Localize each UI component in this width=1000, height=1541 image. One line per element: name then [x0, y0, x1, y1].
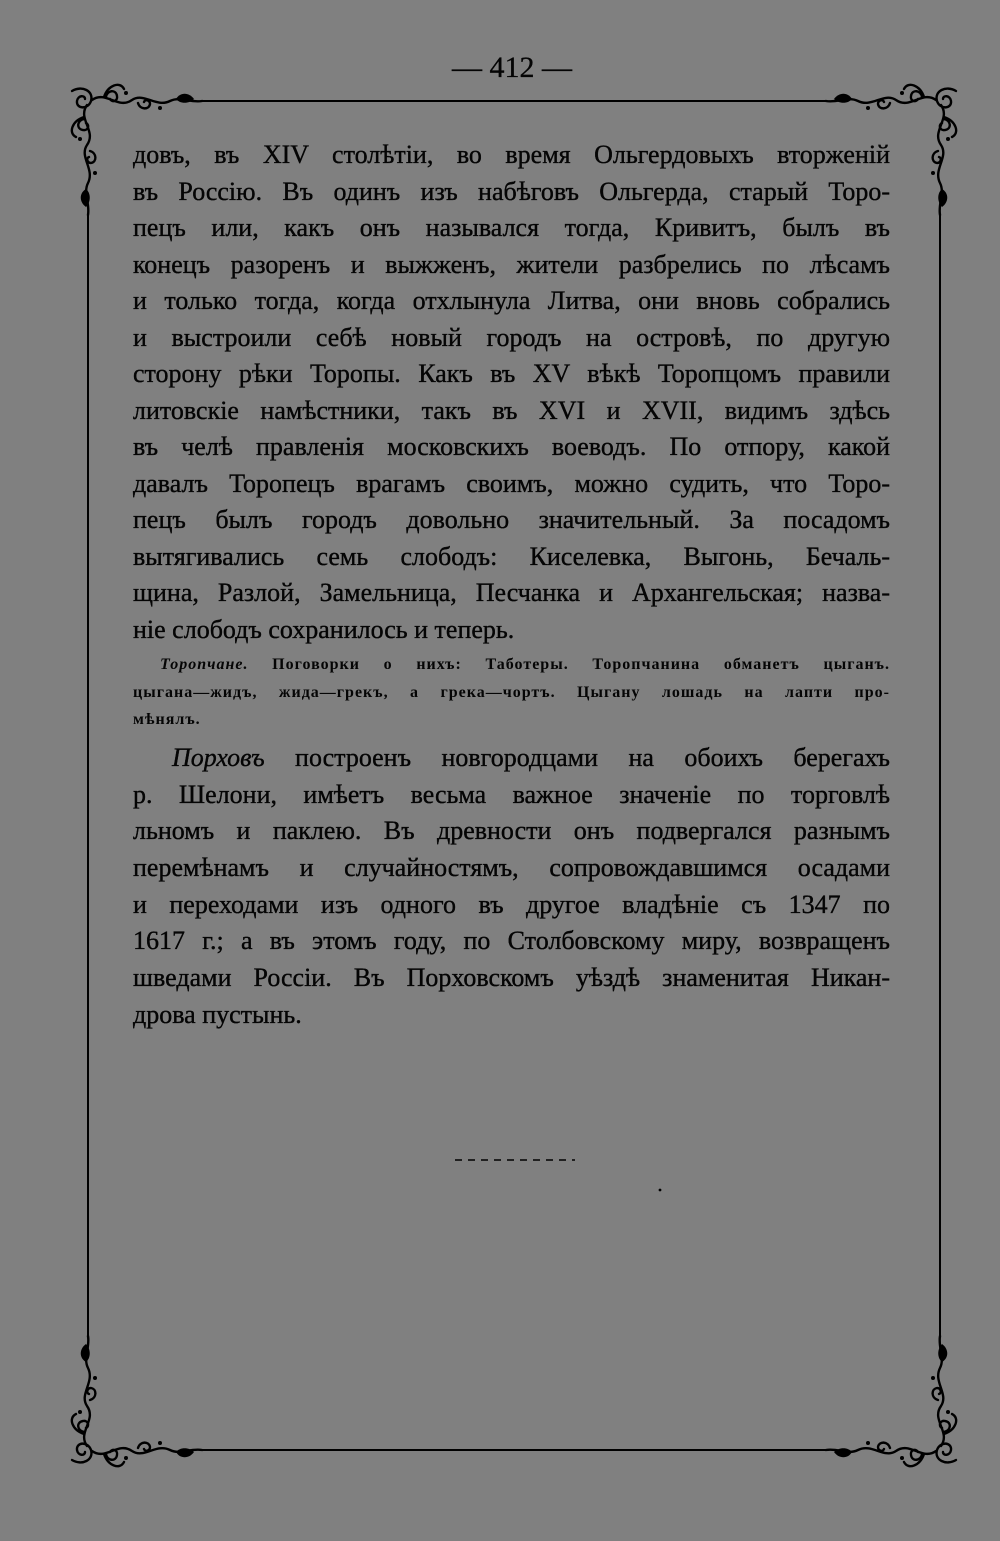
text-line: перемѣнамъ и случайностямъ, сопровождавшимся осадами — [133, 853, 890, 883]
text-line: конецъ разоренъ и выжженъ, жители разбрелись по лѣсамъ — [133, 249, 890, 279]
ink-speck — [659, 1189, 662, 1192]
text-line: щина, Разлой, Замельница, Песчанка и Архангельская; назва- — [133, 578, 890, 607]
note-lead: Торопчане. — [160, 656, 249, 673]
text-line: р. Шелони, имѣетъ весьма важное значеніе по торговлѣ — [133, 779, 890, 809]
text-line-content: построенъ новгородцами на обоихъ берегахъ — [295, 743, 891, 772]
text-line: дрова пустынь. — [133, 999, 302, 1029]
text-line: вытягивались семь слободъ: Киселевка, Выгонь, Бечаль- — [133, 541, 890, 571]
corner-ornament-bottom-left — [72, 1336, 202, 1466]
text-line: пецъ былъ городъ довольно значительный. За посадомъ — [133, 505, 890, 534]
text-line: довъ, въ XIV столѣтіи, во время Ольгердовыхъ вторженій — [133, 140, 890, 169]
text-line: и выстроили себѣ новый городъ на островѣ, по другую — [133, 322, 890, 352]
note-line: цыгана—жидъ, жида—грекъ, а грека—чортъ. Цыгану лошадь на лапти про- — [133, 683, 890, 701]
note-line: мѣнялъ. — [133, 711, 201, 728]
text-line: и переходами изъ одного въ другое владѣніе съ 1347 по — [133, 889, 890, 919]
text-line: и только тогда, когда отхлынула Литва, они вновь собрались — [133, 286, 890, 315]
text-line: въ челѣ правленія московскихъ воеводъ. По отпору, какой — [133, 432, 890, 461]
text-line: шведами Россіи. Въ Порховскомъ уѣздѣ знаменитая Никан- — [133, 963, 890, 993]
page-number: — 412 — — [452, 51, 572, 84]
text-line: пецъ или, какъ онъ назывался тогда, Кривитъ, былъ въ — [133, 213, 890, 242]
note-line-text: Поговорки о нихъ: Таботеры. Торопчанина обманетъ цыганъ. — [272, 656, 891, 673]
text-line: сторону рѣки Торопы. Какъ въ XV вѣкѣ Торопцомъ правили — [133, 359, 890, 388]
corner-ornament-instance — [72, 1336, 202, 1466]
text-line: 1617 г.; а въ этомъ году, по Столбовскому миру, возвращенъ — [133, 926, 890, 956]
corner-ornament-bottom-right — [826, 1336, 956, 1466]
text-line — [133, 740, 890, 777]
text-line: льномъ и паклею. Въ древности онъ подвергался разнымъ — [133, 816, 890, 846]
paragraph-porkhov — [133, 740, 890, 1034]
paragraph-toropets — [133, 137, 890, 648]
note-sayings — [133, 651, 890, 734]
corner-ornament-instance — [826, 1336, 956, 1466]
text-line: въ Россію. Въ одинъ изъ набѣговъ Ольгерда, старый Торо- — [133, 176, 890, 206]
note-line — [133, 651, 890, 679]
text-line: литовскіе намѣстники, такъ въ XVI и XVII, видимъ здѣсь — [133, 395, 890, 425]
text-line: давалъ Торопецъ врагамъ своимъ, можно судить, что Торо- — [133, 468, 890, 498]
text-line: ніе слободъ сохранилось и теперь. — [133, 614, 515, 644]
paragraph-lead-word: Порховъ — [172, 743, 265, 772]
